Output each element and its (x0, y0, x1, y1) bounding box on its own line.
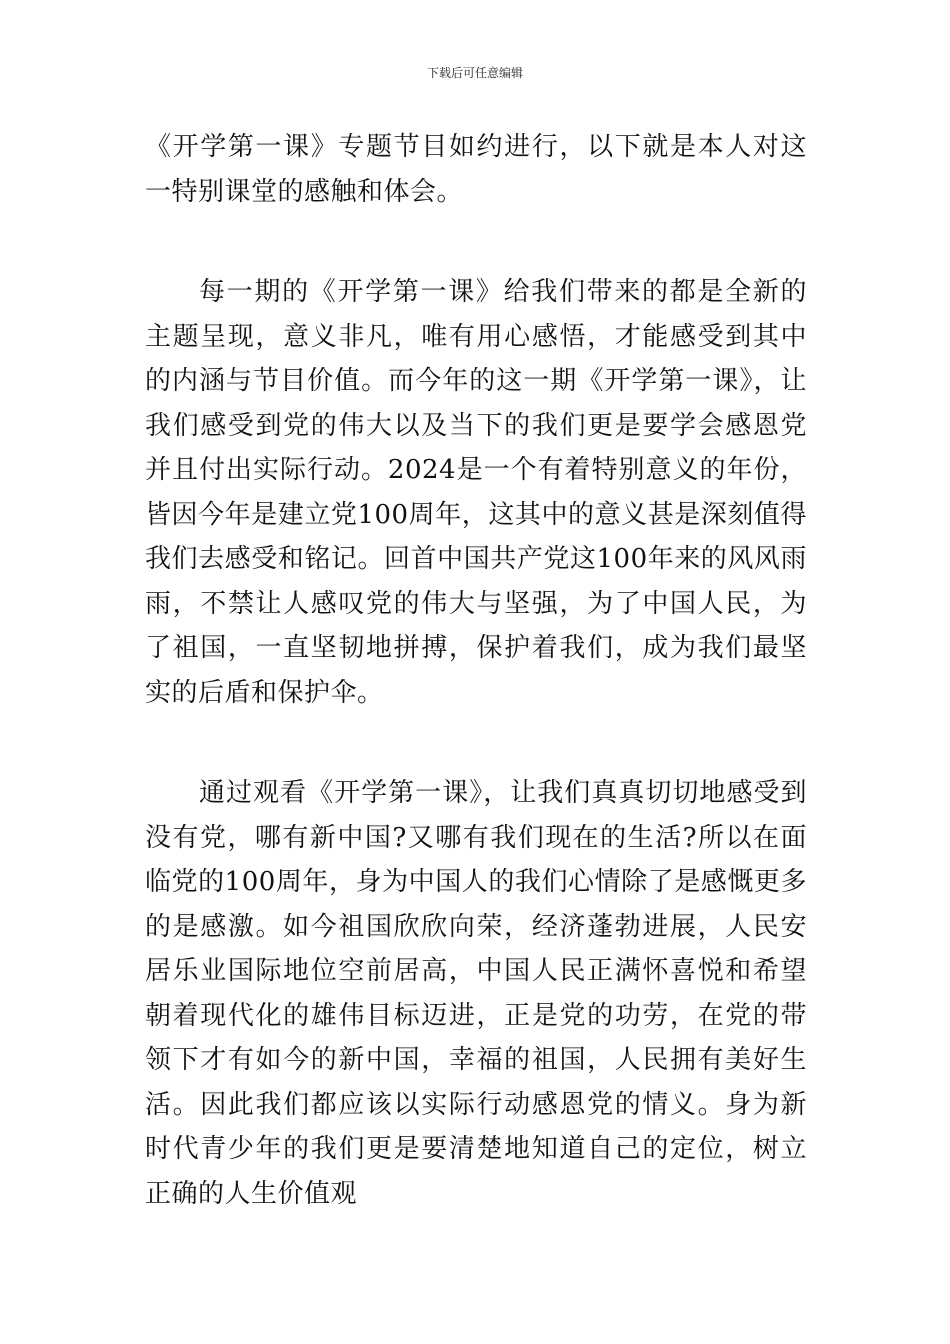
paragraph-significance: 每一期的《开学第一课》给我们带来的都是全新的主题呈现，意义非凡，唯有用心感悟，才能感受到其中的内涵与节目价值。而今年的这一期《开学第一课》，让我们感受到党的伟大以及当下的我们更是要学会感恩党并且付出实际行动。2024是一个有着特别意义的年份，皆因今年是建立党100周年，这其中的意义甚是深刻值得我们去感受和铭记。回首中国共产党这100年来的风风雨雨，不禁让人感叹党的伟大与坚强，为了中国人民，为了祖国，一直坚韧地拼搏，保护着我们，成为我们最坚实的后盾和保护伞。 (145, 277, 807, 708)
paragraph-spacer (145, 715, 807, 771)
page-header-note: 下载后可任意编辑 (426, 66, 523, 80)
paragraph-spacer (145, 214, 807, 270)
paragraph-intro: 《开学第一课》专题节目如约进行，以下就是本人对这一特别课堂的感触和体会。 (145, 132, 807, 207)
paragraph-gratitude: 通过观看《开学第一课》，让我们真真切切地感受到没有党，哪有新中国?又哪有我们现在的生活?所以在面临党的100周年，身为中国人的我们心情除了是感慨更多的是感激。如今祖国欣欣向荣，经济蓬勃进展，人民安居乐业国际地位空前居高，中国人民正满怀喜悦和希望朝着现代化的雄伟目标迈进，正是党的功劳，在党的带领下才有如今的新中国，幸福的祖国，人民拥有美好生活。因此我们都应该以实际行动感恩党的情义。身为新时代青少年的我们更是要清楚地知道自己的定位，树立正确的人生价值观 (145, 778, 807, 1209)
document-body (145, 125, 807, 1216)
